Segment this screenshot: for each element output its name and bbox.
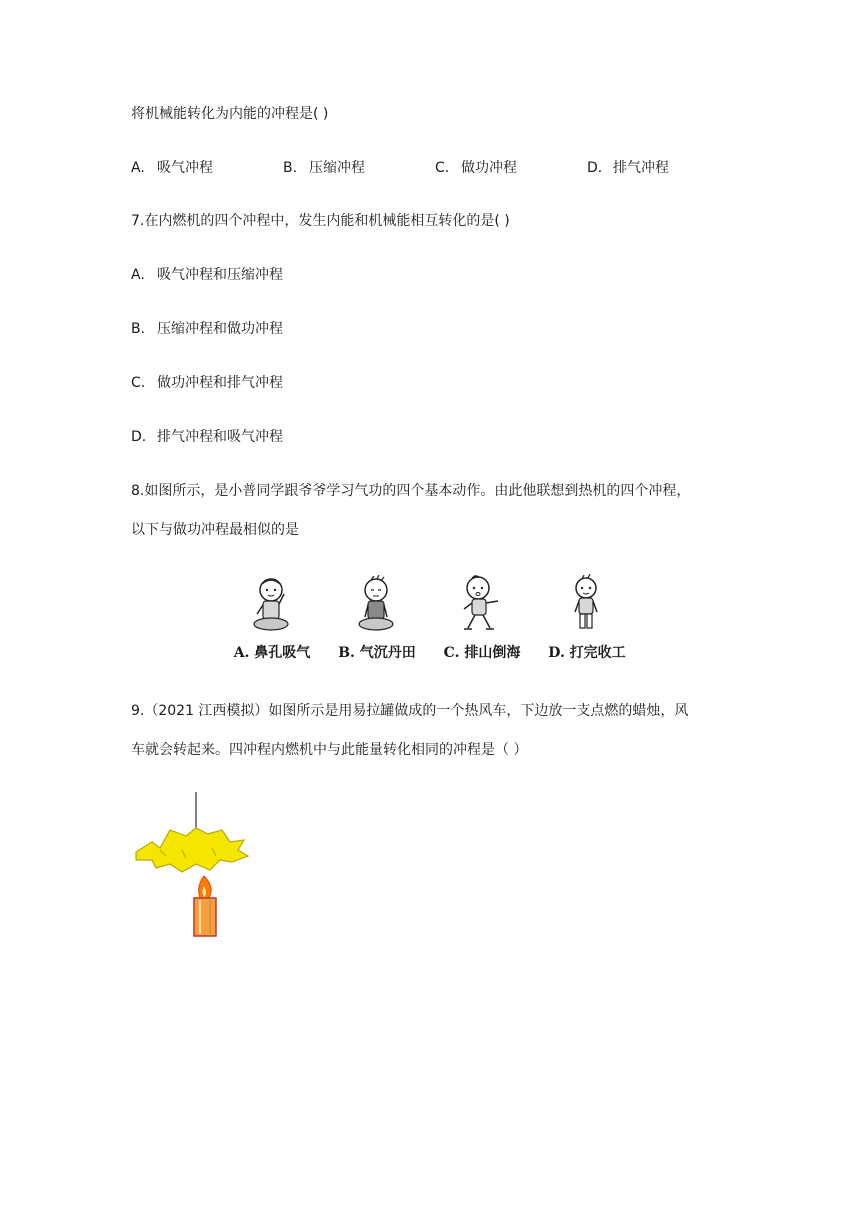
option-letter: B. bbox=[131, 321, 146, 337]
option-letter: A. bbox=[131, 160, 145, 176]
option-text: 压缩冲程和做功冲程 bbox=[157, 321, 283, 337]
hot-air-windmill-figure bbox=[130, 790, 260, 940]
option-letter: D. bbox=[131, 429, 147, 445]
figure-b-caption: B. 气沉丹田 bbox=[338, 645, 416, 661]
figure-c bbox=[432, 570, 532, 665]
boy-pushing-icon bbox=[446, 574, 516, 636]
q6-option-b bbox=[283, 158, 365, 178]
option-text: 压缩冲程 bbox=[309, 160, 365, 176]
q6-option-c bbox=[435, 158, 517, 178]
q6-option-a bbox=[131, 158, 213, 178]
q7-stem: 7.在内燃机的四个冲程中，发生内能和机械能相互转化的是( ) bbox=[131, 213, 510, 229]
q8-stem-line1: 8.如图所示，是小普同学跟爷爷学习气功的四个基本动作。由此他联想到热机的四个冲程， bbox=[131, 483, 691, 499]
qigong-figure-row bbox=[222, 570, 642, 665]
windmill-blade-icon bbox=[136, 828, 248, 872]
option-letter: C. bbox=[131, 375, 146, 391]
q7-option-c bbox=[131, 373, 283, 393]
option-letter: B. bbox=[283, 160, 298, 176]
candle-icon bbox=[194, 898, 216, 936]
option-text: 做功冲程和排气冲程 bbox=[157, 375, 283, 391]
q6-stem: 将机械能转化为内能的冲程是( ) bbox=[131, 106, 329, 122]
figure-d-caption: D. 打完收工 bbox=[548, 645, 626, 661]
figure-a-caption: A. 鼻孔吸气 bbox=[233, 645, 311, 661]
q6-option-d bbox=[587, 158, 669, 178]
option-text: 吸气冲程和压缩冲程 bbox=[157, 267, 283, 283]
option-text: 做功冲程 bbox=[461, 160, 517, 176]
sitting-boy-meditating-icon bbox=[341, 574, 411, 636]
q7-option-d bbox=[131, 427, 283, 447]
option-text: 吸气冲程 bbox=[157, 160, 213, 176]
q7-option-a bbox=[131, 265, 283, 285]
figure-d bbox=[537, 570, 637, 665]
option-letter: D. bbox=[587, 160, 603, 176]
figure-c-caption: C. 排山倒海 bbox=[443, 645, 521, 661]
option-letter: A. bbox=[131, 267, 145, 283]
figure-a bbox=[222, 570, 322, 665]
option-text: 排气冲程 bbox=[613, 160, 669, 176]
q7-option-b bbox=[131, 319, 283, 339]
q9-stem-line2: 车就会转起来。四冲程内燃机中与此能量转化相同的冲程是（ ） bbox=[131, 742, 528, 758]
figure-b bbox=[327, 570, 427, 665]
option-letter: C. bbox=[435, 160, 450, 176]
boy-standing-icon bbox=[551, 574, 621, 636]
sitting-boy-breathing-icon bbox=[236, 574, 306, 636]
q9-stem-line1: 9.（2021 江西模拟）如图所示是用易拉罐做成的一个热风车，下边放一支点燃的蜡烛，风 bbox=[131, 703, 689, 719]
q8-stem-line2: 以下与做功冲程最相似的是 bbox=[131, 522, 299, 538]
option-text: 排气冲程和吸气冲程 bbox=[157, 429, 283, 445]
windmill-candle-icon bbox=[130, 790, 260, 940]
